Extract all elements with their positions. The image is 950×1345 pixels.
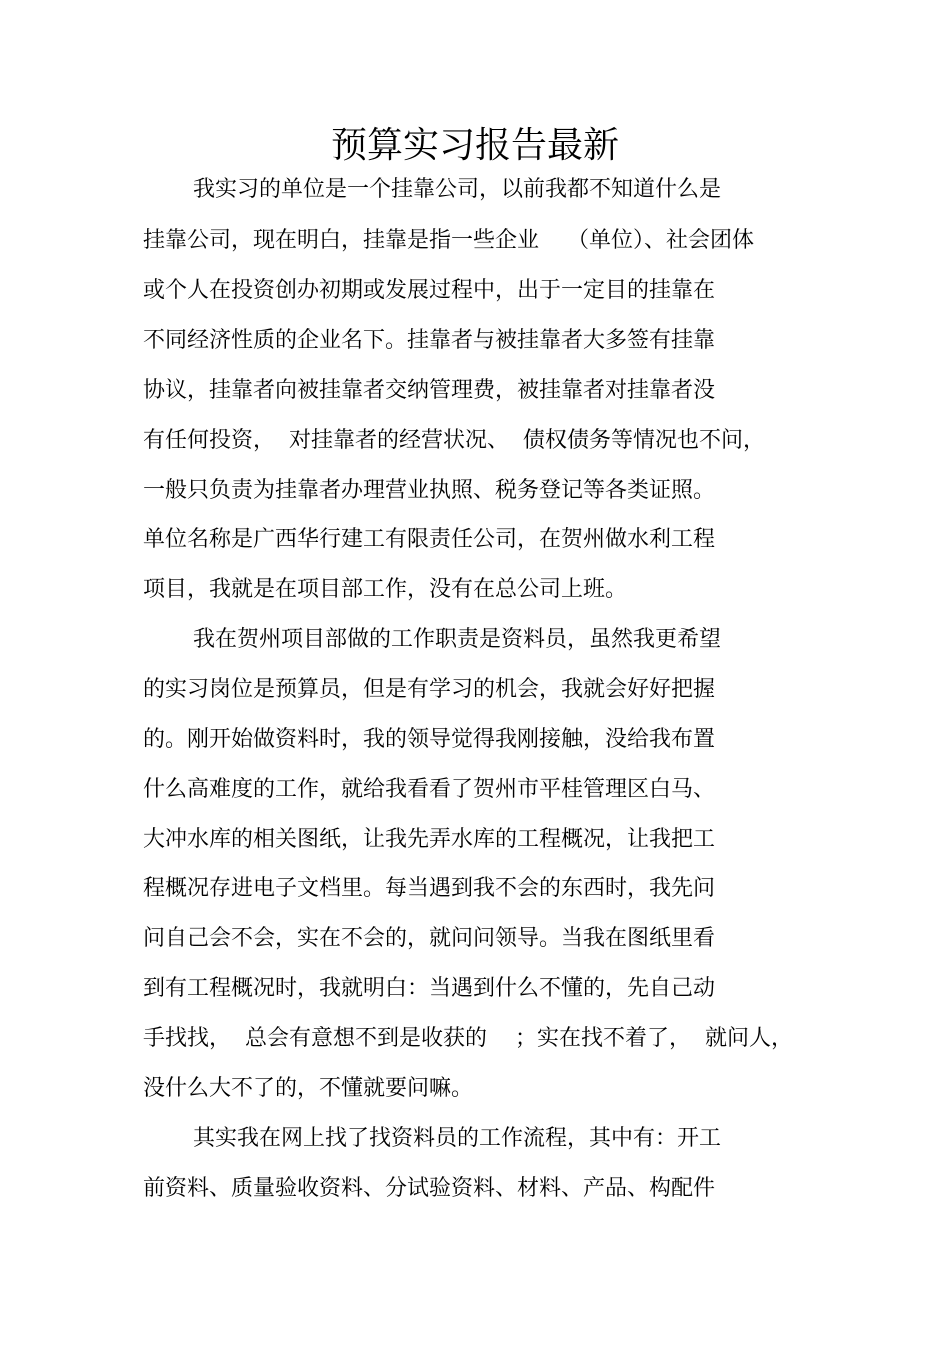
paragraph-line: 有任何投资， 对挂靠者的经营状况、 债权债务等情况也不问， <box>143 428 765 453</box>
paragraph-line: 问自己会不会，实在不会的，就问问领导。当我在图纸里看 <box>143 926 716 951</box>
paragraph-line: 的实习岗位是预算员，但是有学习的机会，我就会好好把握 <box>143 677 716 702</box>
paragraph-line: 程概况存进电子文档里。每当遇到我不会的东西时，我先问 <box>143 876 716 901</box>
paragraph-line: 我在贺州项目部做的工作职责是资料员，虽然我更希望 <box>193 627 722 652</box>
paragraph-line: 手找找， 总会有意想不到是收获的 ；实在找不着了， 就问人， <box>143 1026 793 1051</box>
paragraph-line: 协议，挂靠者向被挂靠者交纳管理费，被挂靠者对挂靠者没 <box>143 378 716 403</box>
paragraph-line: 前资料、质量验收资料、分试验资料、材料、产品、构配件 <box>143 1176 716 1201</box>
paragraph-line: 什么高难度的工作，就给我看看了贺州市平桂管理区白马、 <box>143 777 716 802</box>
paragraph-line: 项目，我就是在项目部工作，没有在总公司上班。 <box>143 577 628 602</box>
paragraph-line: 一般只负责为挂靠者办理营业执照、税务登记等各类证照。 <box>143 478 716 503</box>
paragraph-line: 没什么大不了的，不懂就要问嘛。 <box>143 1076 474 1101</box>
paragraph-line: 或个人在投资创办初期或发展过程中，出于一定目的挂靠在 <box>143 278 716 303</box>
paragraph-line: 不同经济性质的企业名下。挂靠者与被挂靠者大多签有挂靠 <box>143 328 716 353</box>
paragraph-line: 其实我在网上找了找资料员的工作流程，其中有：开工 <box>193 1126 722 1151</box>
paragraph-line: 大冲水库的相关图纸，让我先弄水库的工程概况，让我把工 <box>143 827 716 852</box>
paragraph-line: 单位名称是广西华行建工有限责任公司，在贺州做水利工程 <box>143 527 716 552</box>
paragraph-line: 挂靠公司，现在明白，挂靠是指一些企业 （单位）、社会团体 <box>143 228 754 253</box>
document-title: 预算实习报告最新 <box>330 125 619 166</box>
paragraph-line: 的。刚开始做资料时，我的领导觉得我刚接触，没给我布置 <box>143 727 716 752</box>
paragraph-line: 到有工程概况时，我就明白：当遇到什么不懂的，先自己动 <box>143 976 716 1001</box>
paragraph-line: 我实习的单位是一个挂靠公司，以前我都不知道什么是 <box>193 177 722 202</box>
